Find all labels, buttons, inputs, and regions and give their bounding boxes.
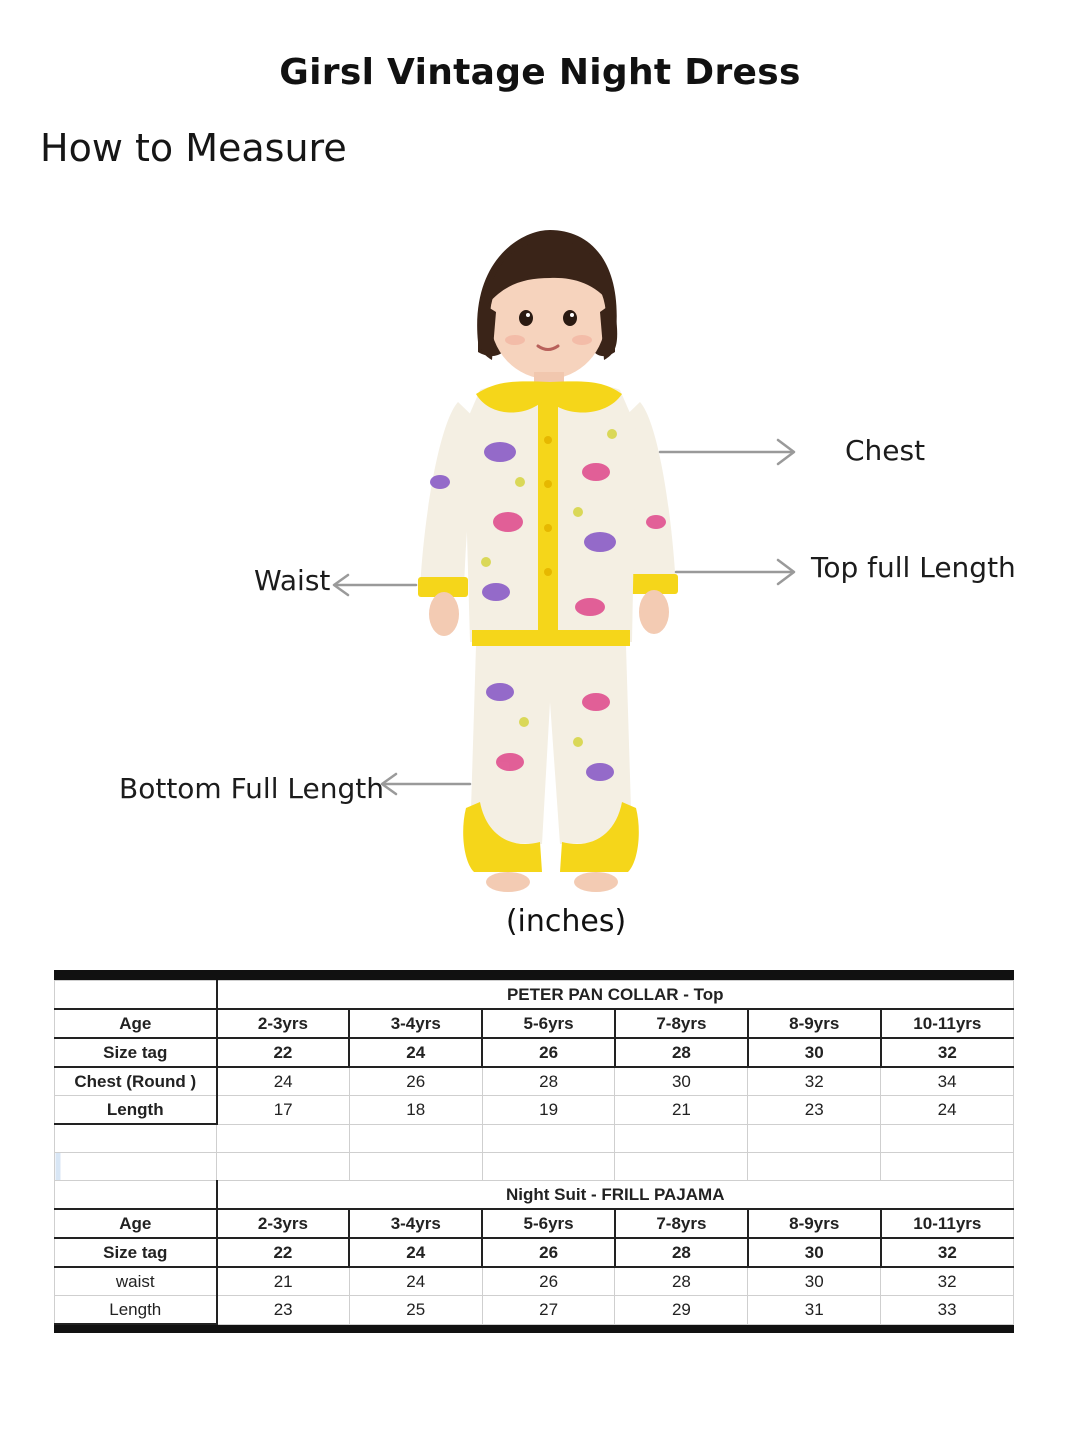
table-row (55, 1296, 1014, 1325)
table-cell: 2-3yrs (217, 1209, 350, 1238)
table-cell: 8-9yrs (748, 1009, 881, 1038)
chart-top-rule (54, 970, 1014, 980)
units-note: (inches) (505, 904, 627, 939)
row-label: Age (55, 1009, 217, 1038)
table-cell: 5-6yrs (482, 1009, 615, 1038)
table-cell: 28 (615, 1238, 748, 1267)
chart-bottom-rule (54, 1325, 1014, 1333)
table-cell: 24 (881, 1096, 1014, 1125)
table-cell: 8-9yrs (748, 1209, 881, 1238)
child-pajama-illustration (400, 222, 700, 902)
table-row (55, 1096, 1014, 1125)
table-row (55, 1067, 1014, 1096)
spacer-row (55, 1153, 1014, 1181)
table-cell: 26 (482, 1038, 615, 1067)
table-cell: 17 (217, 1096, 350, 1125)
table-row (55, 1038, 1014, 1067)
row-label: Length (55, 1296, 217, 1325)
table-cell: 18 (349, 1096, 482, 1125)
blank-cell (55, 981, 217, 1010)
table-cell: 22 (217, 1238, 350, 1267)
table-cell: 23 (217, 1296, 350, 1325)
table-cell: 7-8yrs (615, 1009, 748, 1038)
table-cell: 32 (881, 1238, 1014, 1267)
table-cell: 10-11yrs (881, 1209, 1014, 1238)
row-label: Size tag (55, 1238, 217, 1267)
table-row (55, 1009, 1014, 1038)
table-cell: 30 (748, 1038, 881, 1067)
table-cell: 32 (748, 1067, 881, 1096)
table-cell: 31 (748, 1296, 881, 1325)
size-table (54, 980, 1014, 1325)
table-cell: 30 (748, 1267, 881, 1296)
table-cell: 19 (482, 1096, 615, 1125)
table-cell: 5-6yrs (482, 1209, 615, 1238)
waist-label: Waist (254, 564, 331, 597)
section-heading: How to Measure (40, 126, 347, 170)
table-cell: 24 (349, 1238, 482, 1267)
table-cell: 28 (615, 1038, 748, 1067)
table-cell: 21 (615, 1096, 748, 1125)
table-cell: 26 (349, 1067, 482, 1096)
bottom-table-heading: Night Suit - FRILL PAJAMA (217, 1181, 1014, 1210)
blank-cell (55, 1181, 217, 1210)
table-cell: 22 (217, 1038, 350, 1067)
table-cell: 30 (748, 1238, 881, 1267)
table-cell: 33 (881, 1296, 1014, 1325)
top-length-label: Top full Length (811, 551, 1016, 584)
table-cell: 25 (349, 1296, 482, 1325)
table-cell: 3-4yrs (349, 1009, 482, 1038)
table-cell: 28 (615, 1267, 748, 1296)
table-row (55, 1209, 1014, 1238)
table-cell: 32 (881, 1267, 1014, 1296)
top-table-heading: PETER PAN COLLAR - Top (217, 981, 1014, 1010)
row-label: Size tag (55, 1038, 217, 1067)
table-cell: 10-11yrs (881, 1009, 1014, 1038)
table-row (55, 1238, 1014, 1267)
table-cell: 24 (349, 1038, 482, 1067)
table-row (55, 1267, 1014, 1296)
table-cell: 26 (482, 1267, 615, 1296)
table-cell: 34 (881, 1067, 1014, 1096)
page-title: Girsl Vintage Night Dress (279, 52, 801, 93)
table-cell: 21 (217, 1267, 350, 1296)
table-cell: 30 (615, 1067, 748, 1096)
table-cell: 26 (482, 1238, 615, 1267)
table-cell: 24 (217, 1067, 350, 1096)
table-cell: 32 (881, 1038, 1014, 1067)
table-cell: 3-4yrs (349, 1209, 482, 1238)
table-cell: 23 (748, 1096, 881, 1125)
table-cell: 24 (349, 1267, 482, 1296)
row-label: Chest (Round ) (55, 1067, 217, 1096)
spacer-row (55, 1124, 1014, 1153)
size-chart (54, 970, 1014, 1333)
row-label: Length (55, 1096, 217, 1125)
chest-label: Chest (845, 434, 926, 467)
table-cell: 2-3yrs (217, 1009, 350, 1038)
row-label: waist (55, 1267, 217, 1296)
bottom-length-label: Bottom Full Length (119, 772, 384, 805)
table-cell: 28 (482, 1067, 615, 1096)
table-cell: 29 (615, 1296, 748, 1325)
table-cell: 27 (482, 1296, 615, 1325)
row-label: Age (55, 1209, 217, 1238)
table-cell: 7-8yrs (615, 1209, 748, 1238)
